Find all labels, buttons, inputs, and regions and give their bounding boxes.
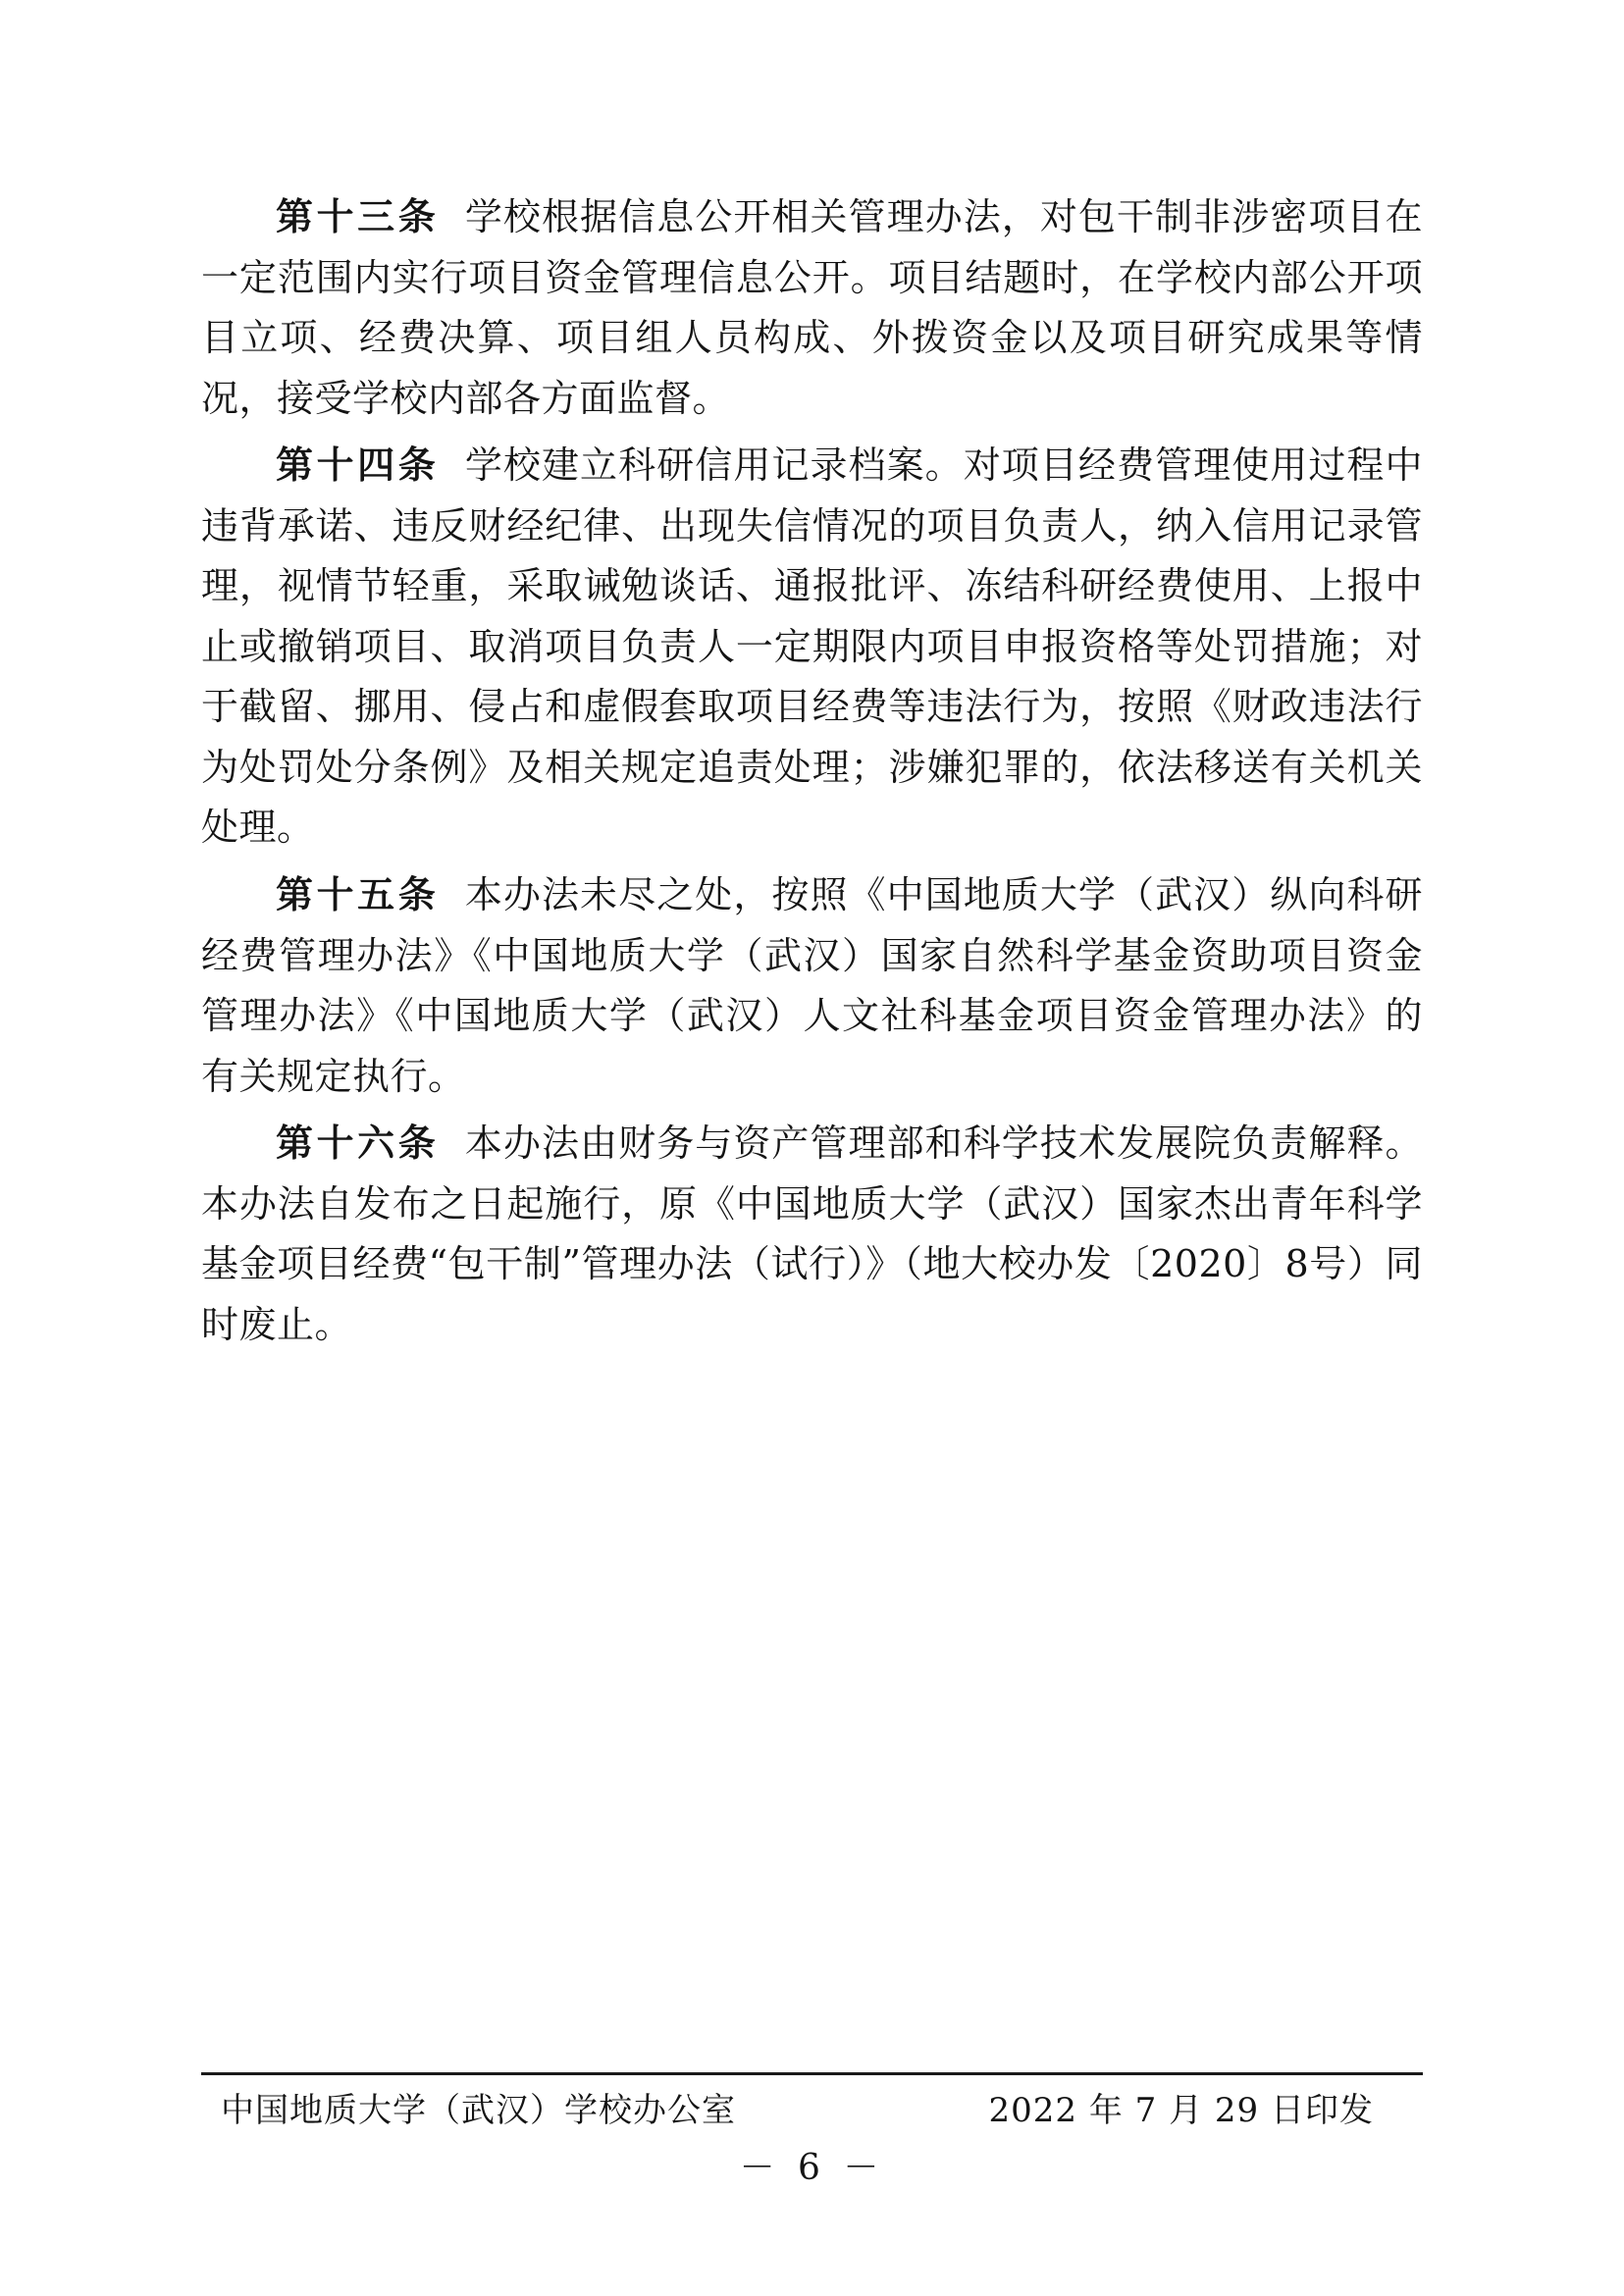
footer-issuer: 中国地质大学（武汉）学校办公室 [221,2091,736,2130]
paragraph-article-16 [201,1113,1423,1355]
article-number-16: 第十六条 [276,1121,440,1166]
article-body-13: 学校根据信息公开相关管理办法，对包干制非涉密项目在一定范围内实行项目资金管理信息公开。项目结题时，在学校内部公开项目立项、经费决算、项目组人员构成、外拨资金以及项目研究成果等情况，接受学校内部各方面监督。 [201,195,1423,420]
paragraph-article-14 [201,435,1423,859]
article-number-15: 第十五条 [276,872,440,917]
page-footer [201,2072,1423,2131]
document-body [201,186,1423,1355]
footer-row [201,2083,1423,2131]
paragraph-article-13 [201,186,1423,429]
article-body-15: 本办法未尽之处，按照《中国地质大学（武汉）纵向科研经费管理办法》《中国地质大学（武汉）国家自然科学基金资助项目资金管理办法》《中国地质大学（武汉）人文社科基金项目资金管理办法》的有关规定执行。 [201,873,1423,1098]
article-number-13: 第十三条 [276,194,440,238]
footer-divider [201,2072,1423,2075]
paragraph-article-15 [201,864,1423,1107]
article-body-16: 本办法由财务与资产管理部和科学技术发展院负责解释。本办法自发布之日起施行，原《中国地质大学（武汉）国家杰出青年科学基金项目经费“包干制”管理办法（试行）》（地大校办发〔2020〕8号）同时废止。 [201,1122,1423,1346]
page-number: － 6 － [739,2148,885,2188]
article-body-14: 学校建立科研信用记录档案。对项目经费管理使用过程中违背承诺、违反财经纪律、出现失信情况的项目负责人，纳入信用记录管理，视情节轻重，采取诫勉谈话、通报批评、冻结科研经费使用、上报中止或撤销项目、取消项目负责人一定期限内项目申报资格等处罚措施；对于截留、挪用、侵占和虚假套取项目经费等违法行为，按照《财政违法行为处罚处分条例》及相关规定追责处理；涉嫌犯罪的，依法移送有关机关处理。 [201,444,1423,850]
footer-issue-date: 2022 年 7 月 29 日印发 [988,2091,1374,2130]
article-number-14: 第十四条 [276,443,440,488]
